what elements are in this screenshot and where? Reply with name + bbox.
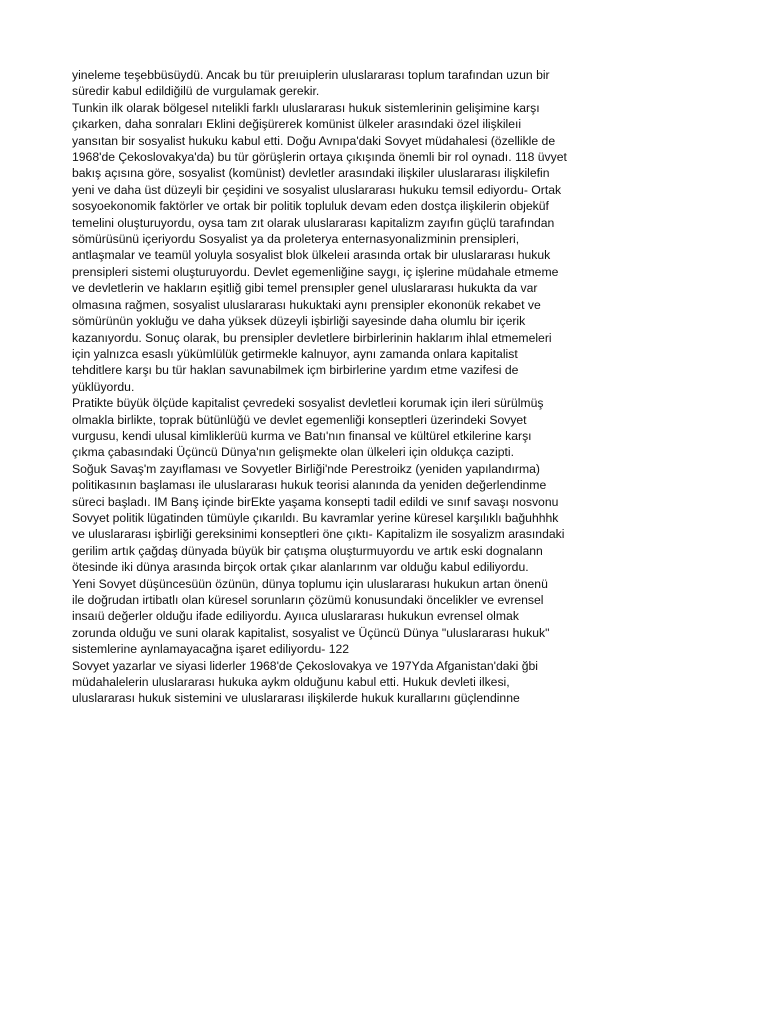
text-line: Sovyet yazarlar ve siyasi liderler 1968'de Çekoslovakya ve 197Yda Afganistan'daki ğbi [72, 658, 539, 673]
text-line: sosyoekonomik faktörler ve ortak bir politik topluluk devam eden dostça ilişkilerin objeküf [72, 199, 549, 214]
text-line: temelini oluşturuyordu, oysa tam zıt olarak uluslararası kapitalizm zayıfın güçlü tarafından [72, 215, 555, 230]
text-line: yüklüyordu. [72, 379, 135, 394]
text-line: olmasına rağmen, sosyalist uluslararası hukuktaki aynı prensipler ekononük rekabet ve [72, 297, 541, 312]
text-line: süreci başladı. IM Banş içinde birEkte yaşama konsepti tadil edildi ve sınıf savaşı nosvonu [72, 494, 559, 509]
text-line: çıkarken, daha sonraları Eklini değişürerek komünist ülkeler arasındaki özel ilişkileıi [72, 117, 522, 132]
text-line: bakış açısına göre, sosyalist (komünist) devletler arasındaki ilişkiler uluslararası ilişkilefin [72, 166, 550, 181]
text-line: ve uluslararası işbirliği gereksinimi konseptleri öne çıktı- Kapitalizm ile sosyalizm arasındaki [72, 527, 565, 542]
text-line: müdahalelerin uluslararası hukuka aykm olduğunu kabul etti. Hukuk devleti ilkesi, [72, 675, 510, 690]
text-line: Tunkin ilk olarak bölgesel nıtelikli farklı uluslararası hukuk sistemlerinin gelişimine karşı [72, 100, 540, 115]
text-line: tehditlere karşı bu tür haklan savunabilmek içm birbirlerine yardım etme vazifesi de [72, 363, 519, 378]
text-line: Soğuk Savaş'm zayıflaması ve Sovyetler Birliği'nde Perestroikz (yeniden yapılandırma) [72, 461, 540, 476]
text-line: uluslararası hukuk sistemini ve uluslararası ilişkilerde hukuk kurallarını güçlendinne [72, 691, 520, 706]
text-line: Pratikte büyük ölçüde kapitalist çevredeki sosyalist devletleıi korumak için ileri sürülmüş [72, 396, 544, 411]
text-line: olmakla birlikte, toprak bütünlüğü ve devlet egemenliği konseptleri üzerindeki Sovyet [72, 412, 527, 427]
text-line: ile doğrudan irtibatlı olan küresel sorunların çözümü konusundaki öncelikler ve evrensel [72, 593, 544, 607]
text-line: yeni ve daha üst düzeyli bir çeşidini ve sosyalist uluslararası hukuku temsil ediyordu- Ortak [72, 182, 562, 197]
document-page [72, 67, 700, 707]
text-line: yineleme teşebbüsüydü. Ancak bu tür preıuiplerin uluslararası toplum tarafından uzun bir [72, 68, 550, 82]
text-line: sistemlerine aynlamayacağna işaret ediliyordu- 122 [72, 642, 350, 657]
text-line: için yalnızca esaslı yükümlülük getirmekle kalnuyor, aynı zamanda onlara kapitalist [72, 346, 518, 361]
text-line: yansıtan bir sosyalist hukuku kabul etti. Doğu Avnıpa'daki Sovyet müdahalesi (özellikle de [72, 133, 556, 148]
text-line: ötesinde iki dünya arasında birçok ortak çıkar alanlarınm var olduğu kabul ediliyordu. [72, 560, 529, 575]
text-line: insaıü değerler olduğu ifade ediliyordu. Ayııca uluslararası hukukun evrensel olmak [72, 609, 519, 624]
text-line: süredir kabul edildiğilü de vurgulamak gerekir. [72, 84, 320, 99]
text-line: çıkma çabasındaki Üçüncü Dünya'nın gelişmekte olan ülkeleri için oldukça cazipti. [72, 445, 514, 460]
text-line: sömürünün yokluğu ve daha yüksek düzeyli işbirliği sayesinde daha olumlu bir içerik [72, 314, 526, 329]
text-line: Yeni Sovyet düşüncesüün özünün, dünya toplumu için uluslararası hukukun artan önenü [72, 576, 548, 591]
text-line: politikasının başlaması ile uluslararası hukuk teorisi alanında da yeniden değerlendinme [72, 478, 547, 493]
text-line: kazanıyordu. Sonuç olarak, bu prensipler devletlere birbirlerinin haklarım ihlal etmemeleri [72, 330, 552, 345]
text-line: ve devletlerin ve hakların eşitliğ gibi temel prensıpler genel uluslararası hukukta da var [72, 281, 538, 296]
text-line: zorunda olduğu ve suni olarak kapitalist, sosyalist ve Üçüncü Dünya "uluslararası hukuk" [72, 625, 550, 640]
text-line: Sovyet politik lügatinden tümüyle çıkarıldı. Bu kavramlar yerine küresel karşılıklı bağuhhhk [72, 510, 559, 525]
text-line: 1968'de Çekoslovakya'da) bu tür görüşlerin ortaya çıkışında önemli bir rol oynadı. 118 üvyet [72, 150, 567, 165]
text-line: gerilim artık çağdaş dünyada büyük bir çatışma oluşturmuyordu ve artık eski dognalann [72, 543, 543, 558]
text-line: prensipleri sistemi oluşturuyordu. Devlet egemenliğine saygı, iç işlerine müdahale etmeme [72, 264, 559, 279]
text-line: antlaşmalar ve teamül yoluyla sosyalist blok ülkeleıi arasında ortak bir uluslararası hukuk [72, 248, 551, 263]
text-line: vurgusu, kendi ulusal kimliklerüü kurma ve Batı'nın finansal ve kültürel etkilerine karşı [72, 428, 532, 443]
text-line: sömürüsünü içeriyordu Sosyalist ya da proleterya enternasyonalizminin prensipleri, [72, 232, 520, 247]
